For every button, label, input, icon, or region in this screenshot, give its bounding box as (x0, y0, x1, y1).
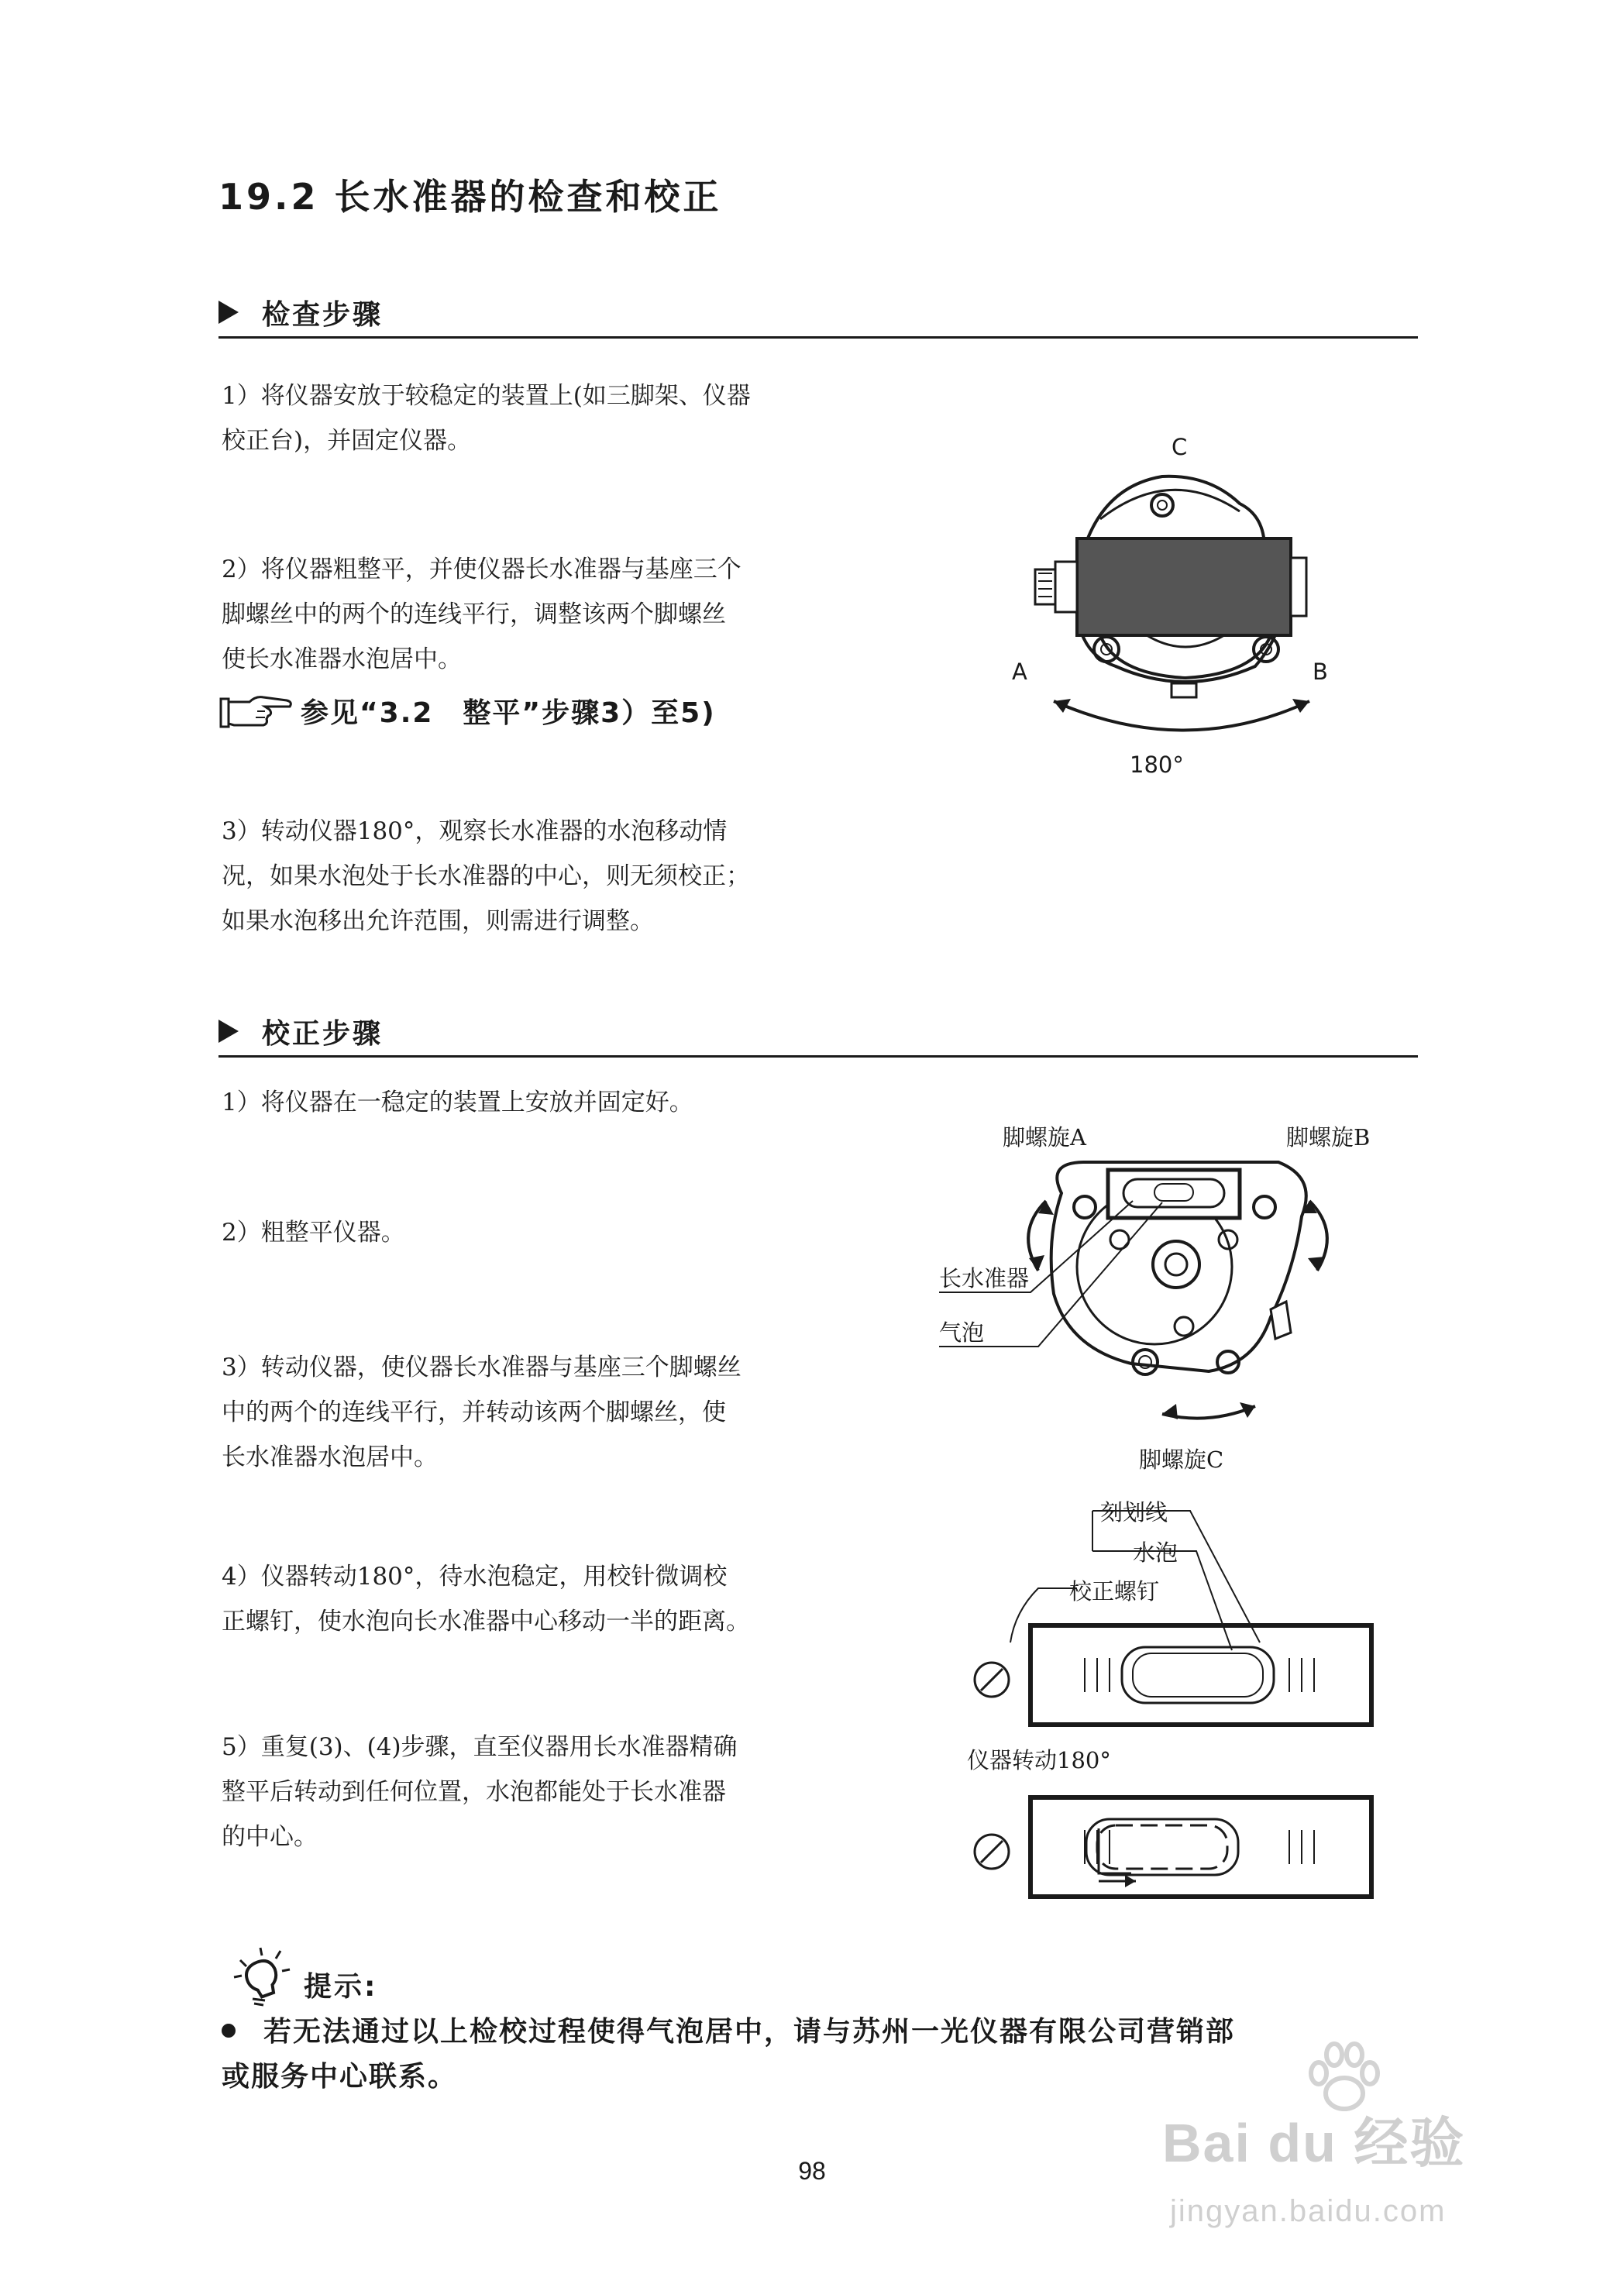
tip-line (222, 2010, 1235, 2055)
adjust-step-1 (222, 1080, 693, 1125)
tribrach-drawing (930, 1116, 1395, 1488)
watermark-url: jingyan.baidu.com (1170, 2194, 1447, 2228)
text-line: 2）将仪器粗整平，并使仪器长水准器与基座三个 (222, 556, 741, 583)
lightbulb-icon (229, 1945, 294, 2007)
text-line: 况，如果水泡处于长水准器的中心，则无须校正； (222, 862, 750, 890)
text-line: 2）粗整平仪器。 (222, 1219, 405, 1247)
text-line: 正螺钉，使水泡向长水准器中心移动一半的距离。 (222, 1608, 750, 1636)
text-line: 1）将仪器安放于较稳定的装置上(如三脚架、仪器 (222, 382, 751, 410)
text-line: 使长水准器水泡居中。 (222, 645, 462, 673)
adjust-step-3 (222, 1345, 741, 1480)
bubble-label: 水泡 (1133, 1539, 1178, 1566)
text-line: 中的两个的连线平行，并转动该两个脚螺丝，使 (222, 1398, 726, 1426)
screw-b-label: 脚螺旋B (1286, 1124, 1371, 1151)
instrument-rotation-figure (1007, 434, 1364, 790)
angle-label: 180° (1130, 752, 1184, 778)
text-line: 如果水泡移出允许范围，则需进行调整。 (222, 907, 654, 935)
text-line: 长水准器水泡居中。 (222, 1443, 438, 1471)
instrument-top-view-drawing (1007, 434, 1364, 790)
reference-text: 参见“3.2 整平”步骤3）至5) (301, 697, 716, 729)
page-number: 98 (798, 2157, 826, 2185)
screw-c-label: 脚螺旋C (1139, 1446, 1224, 1473)
adjust-step-2 (222, 1210, 405, 1255)
section-heading-label: 校正步骤 (262, 1017, 384, 1050)
text-line: 3）转动仪器，使仪器长水准器与基座三个脚螺丝 (222, 1354, 741, 1381)
tribrach-figure (930, 1116, 1395, 1488)
rotate-label: 仪器转动180° (967, 1747, 1111, 1773)
text-line: 3）转动仪器180°，观察长水准器的水泡移动情 (222, 817, 728, 845)
check-step-3 (222, 809, 750, 944)
triangle-bullet-icon (218, 1020, 239, 1043)
bubble-label: 气泡 (939, 1319, 985, 1346)
reference-note (218, 691, 716, 731)
baidu-watermark (1162, 2045, 1534, 2173)
adjust-screw-label: 校正螺钉 (1069, 1578, 1160, 1605)
bullet-dot-icon (222, 2024, 236, 2038)
vial-label: 长水准器 (939, 1265, 1030, 1292)
text-line: 1）将仪器在一稳定的装置上安放并固定好。 (222, 1089, 693, 1116)
watermark-brand: Bai du 经验 (1162, 2113, 1466, 2173)
page-title: 19.2 长水准器的检查和校正 (218, 176, 722, 218)
adjust-step-5 (222, 1725, 738, 1859)
text-line: 的中心。 (222, 1823, 318, 1851)
graduation-label: 刻划线 (1100, 1499, 1168, 1526)
label-b: B (1313, 659, 1328, 685)
text-line: 校正台)，并固定仪器。 (222, 427, 472, 455)
text-line: 整平后转动到任何位置，水泡都能处于长水准器 (222, 1778, 726, 1806)
check-step-2 (222, 547, 741, 682)
text-line: 5）重复(3)、(4)步骤，直至仪器用长水准器精确 (222, 1733, 738, 1761)
tip-title: 提示: (304, 1971, 378, 2003)
tip-body (222, 2010, 1235, 2100)
section-heading-label: 检查步骤 (262, 298, 384, 331)
tip-line: 或服务中心联系。 (222, 2061, 458, 2093)
section-heading-check (218, 288, 1418, 339)
check-step-1 (222, 373, 751, 463)
label-c: C (1172, 434, 1188, 460)
tip-line-text: 若无法通过以上检校过程使得气泡居中，请与苏州一光仪器有限公司营销部 (263, 2016, 1236, 2048)
text-line: 4）仪器转动180°，待水泡稳定，用校针微调校 (222, 1563, 728, 1591)
adjust-step-4 (222, 1554, 750, 1644)
label-a: A (1012, 659, 1027, 685)
pointing-hand-icon (218, 693, 294, 730)
screw-a-label: 脚螺旋A (1003, 1124, 1086, 1151)
text-line: 脚螺丝中的两个的连线平行，调整该两个脚螺丝 (222, 600, 726, 628)
triangle-bullet-icon (218, 301, 239, 324)
vial-adjust-figure (961, 1488, 1395, 1906)
section-heading-adjust (218, 1007, 1418, 1058)
